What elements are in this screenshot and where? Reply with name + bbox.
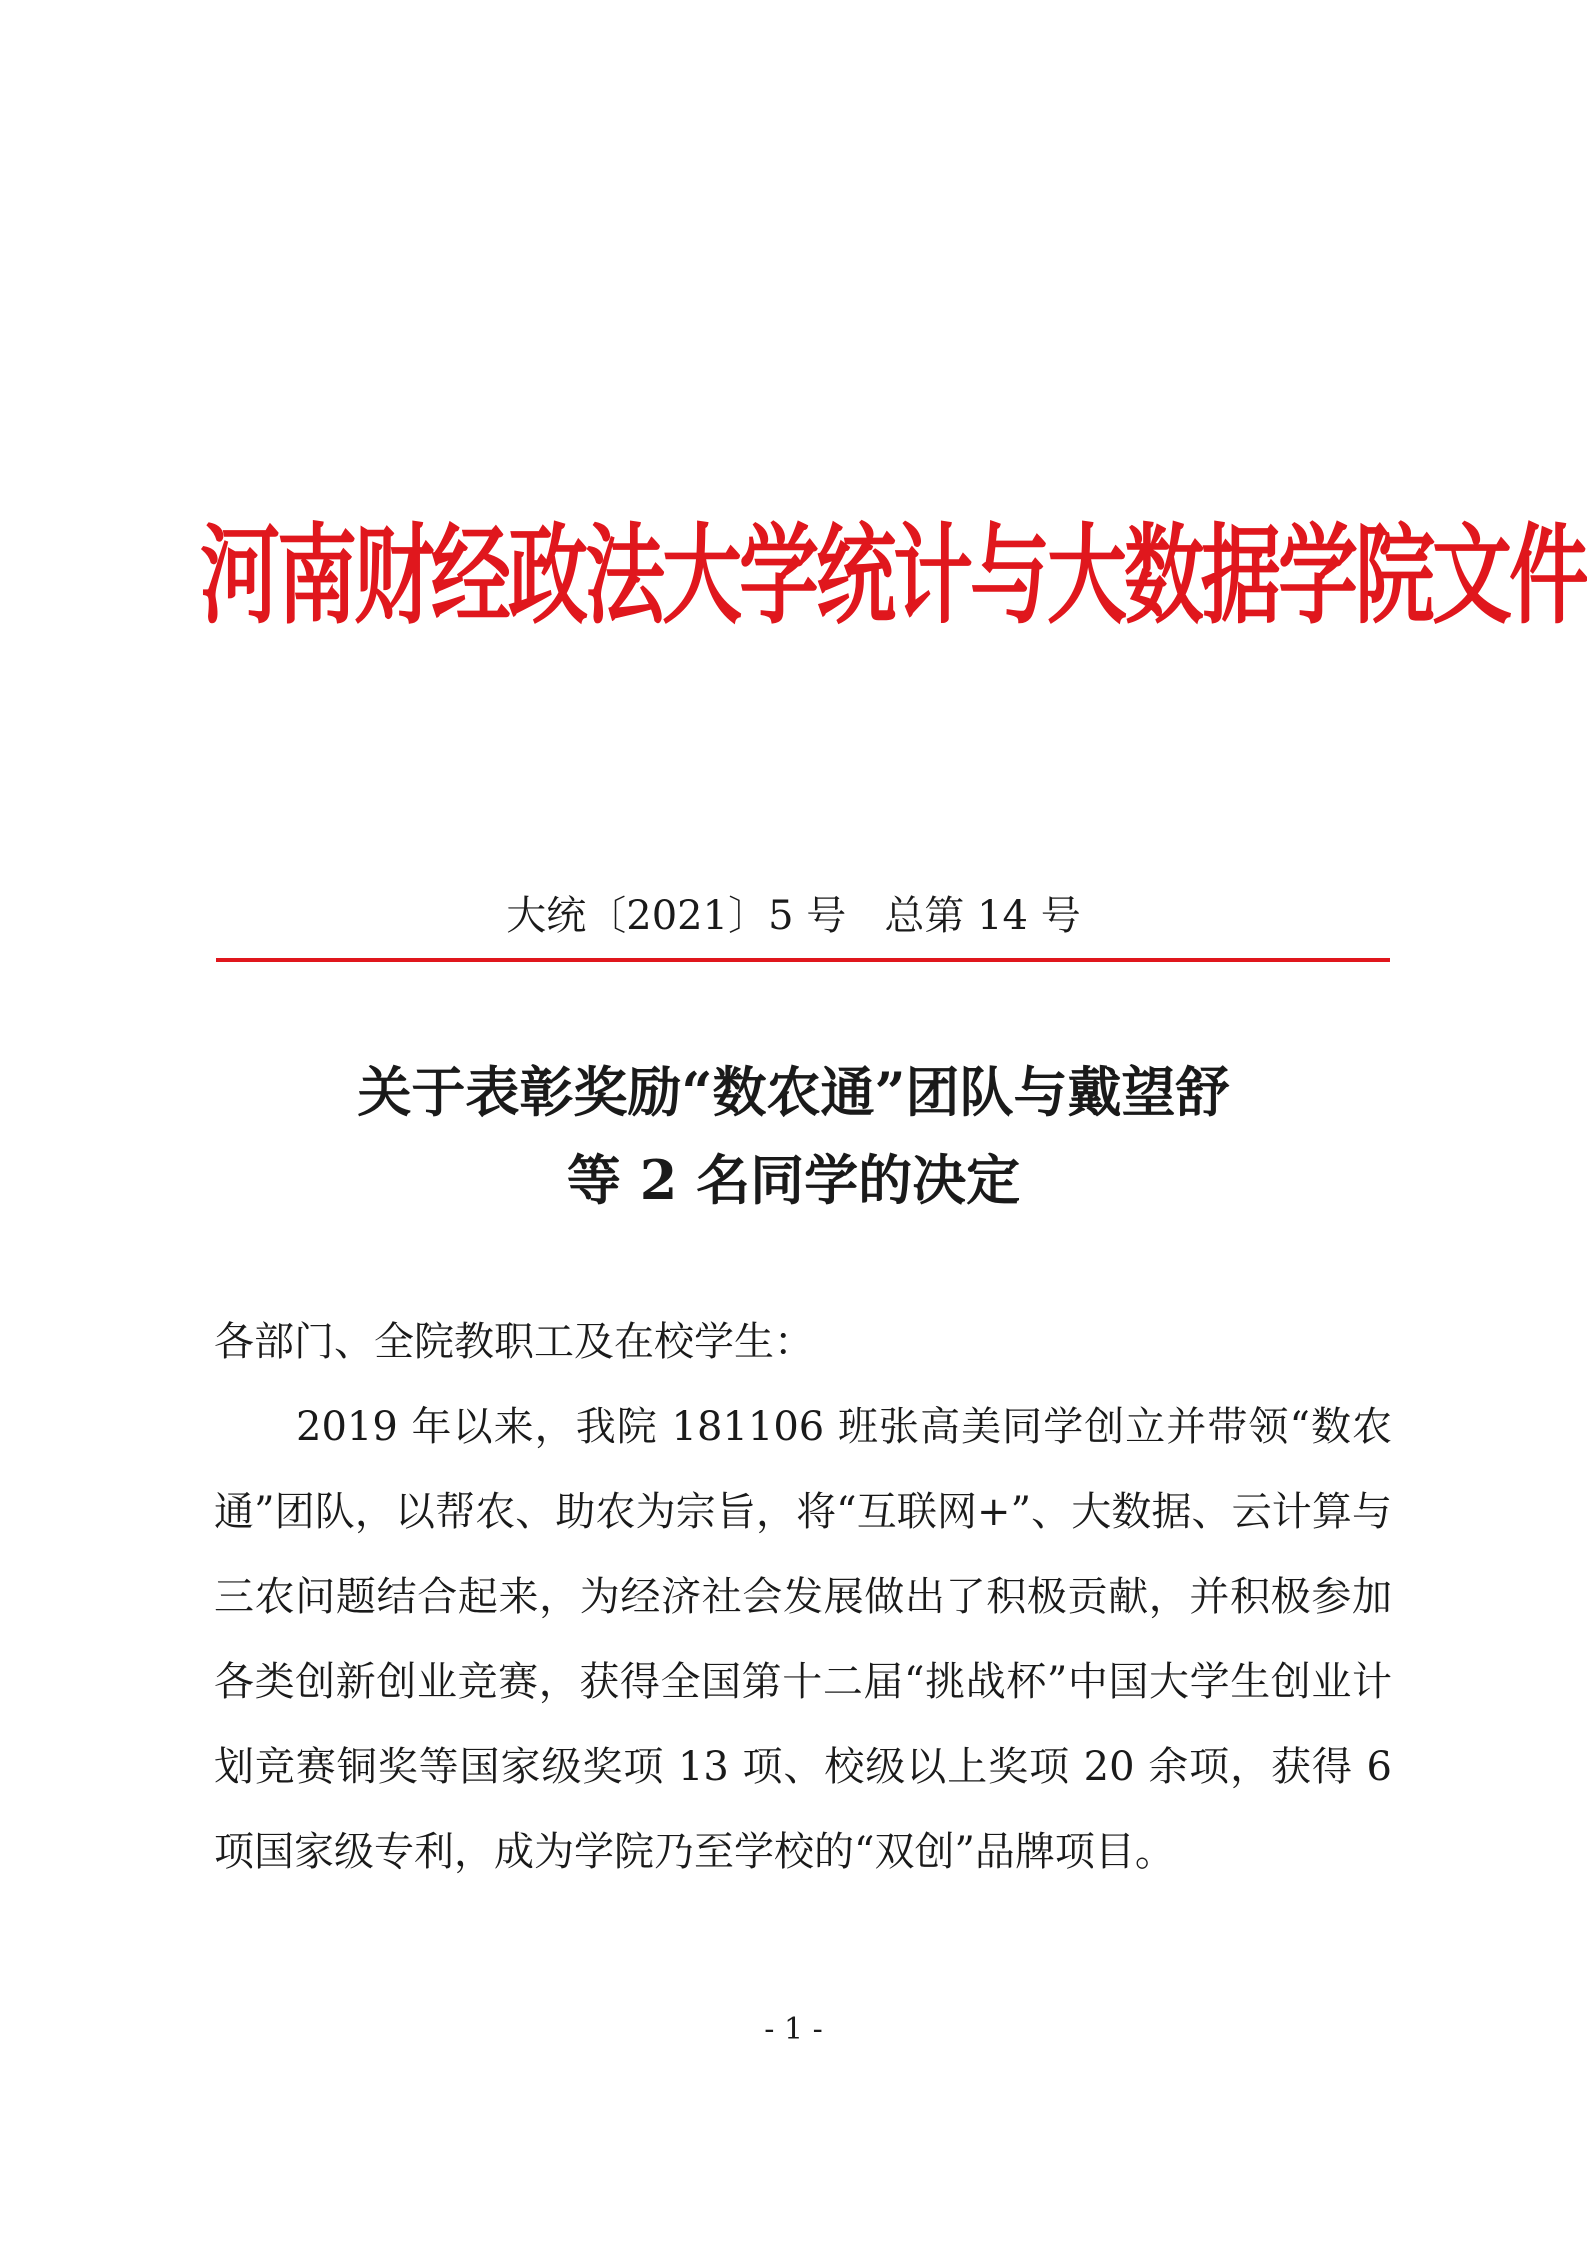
body-paragraph-1: 2019 年以来，我院 181106 班张高美同学创立并带领“数农通”团队，以帮农、助农为宗旨，将“互联网+”、大数据、云计算与三农问题结合起来，为经济社会发展做出了积极贡献，并积极参加各类创新创业竞赛，获得全国第十二届“挑战杯”中国大学生创业计划竞赛铜奖等国家级奖项 13 项、校级以上奖项 20 余项，获得 6 项国家级专利，成为学院乃至学校的“双创”品牌项目。 bbox=[214, 1404, 1392, 1875]
red-divider-line bbox=[216, 958, 1390, 962]
document-number: 大统〔2021〕5 号 总第 14 号 bbox=[506, 893, 1081, 939]
document-title-line-1: 关于表彰奖励“数农通”团队与戴望舒 bbox=[357, 1060, 1230, 1124]
document-body bbox=[214, 1300, 1392, 1895]
document-title bbox=[0, 1048, 1587, 1224]
issuing-authority-header: 河南财经政法大学统计与大数据学院文件 bbox=[200, 511, 1586, 639]
document-title-line-2: 等 2 名同学的决定 bbox=[566, 1148, 1021, 1212]
page-number: - 1 - bbox=[764, 2012, 823, 2047]
salutation: 各部门、全院教职工及在校学生： bbox=[214, 1319, 814, 1365]
